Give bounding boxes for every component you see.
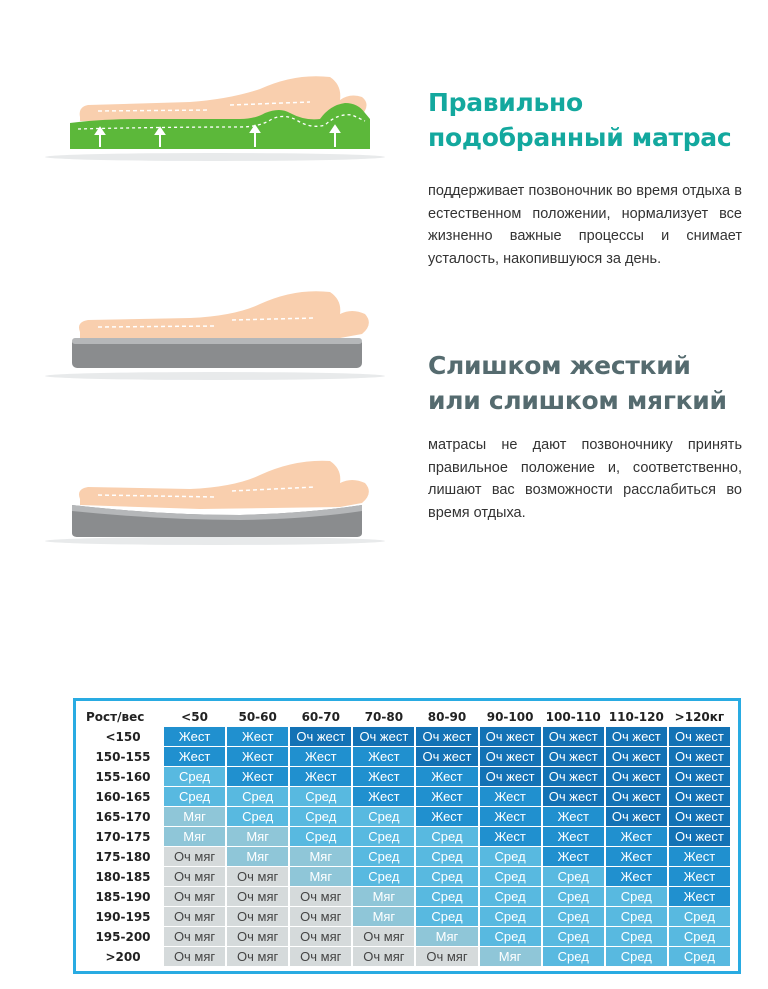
firmness-cell: Сред [543,907,604,926]
firmness-cell: Жест [353,767,414,786]
firmness-cell: Мяг [480,947,541,966]
firmness-cell: Мяг [164,807,225,826]
column-header: >120кг [674,710,725,724]
firmness-cell: Сред [669,927,730,946]
firmness-cell: Мяг [353,887,414,906]
firmness-cell: Мяг [227,827,288,846]
firmness-cell: Сред [290,827,351,846]
row-header: 175-180 [95,849,151,864]
firmness-cell: Оч мяг [353,927,414,946]
row-header: 195-200 [95,929,151,944]
firmness-cell: Сред [480,867,541,886]
firmness-cell: Оч мяг [227,947,288,966]
firmness-cell: Жест [606,867,667,886]
firmness-cell: Сред [416,907,477,926]
firmness-cell: Оч жест [480,727,541,746]
row-header: 160-165 [95,789,151,804]
firmness-cell: Сред [543,867,604,886]
firmness-cell: Сред [353,807,414,826]
firmness-cell: Оч мяг [164,887,225,906]
row-header: >200 [105,949,141,964]
firmness-cell: Сред [606,947,667,966]
firmness-cell: Жест [669,847,730,866]
firmness-cell: Жест [480,787,541,806]
firmness-cell: Сред [290,807,351,826]
row-header: 190-195 [95,909,151,924]
firmness-cell: Оч мяг [164,947,225,966]
firmness-cell: Жест [227,727,288,746]
firmness-cell: Оч жест [669,807,730,826]
firmness-cell: Жест [416,807,477,826]
firmness-cell: Жест [164,747,225,766]
firmness-cell: Жест [669,867,730,886]
firmness-cell: Жест [543,847,604,866]
mattress-shadow [45,153,385,161]
table-body [84,727,730,966]
wrong-mattress-heading [428,348,758,418]
mattress-shadow [45,537,385,545]
firmness-cell: Сред [606,887,667,906]
firmness-table [82,707,732,967]
heading-line-1: Слишком жесткий [428,351,691,380]
firmness-cell: Жест [480,827,541,846]
firmness-cell: Жест [227,747,288,766]
firmness-cell: Оч жест [543,747,604,766]
firmness-cell: Оч мяг [290,927,351,946]
firmness-table-frame [73,698,741,974]
firmness-cell: Жест [606,847,667,866]
row-header: 180-185 [95,869,151,884]
firmness-cell: Сред [416,867,477,886]
correct-mattress-illustration [40,55,390,175]
table-row [84,927,730,946]
firmness-cell: Сред [227,807,288,826]
firmness-cell: Сред [669,947,730,966]
firmness-cell: Оч мяг [290,907,351,926]
firmness-cell: Сред [543,887,604,906]
mattress-shadow [45,372,385,380]
firmness-cell: Оч жест [669,747,730,766]
firmness-cell: Оч жест [543,727,604,746]
table-row [84,787,730,806]
firmness-cell: Сред [669,907,730,926]
firmness-cell: Сред [164,787,225,806]
firmness-cell: Сред [416,847,477,866]
firmness-cell: Жест [543,807,604,826]
firmness-cell: Оч мяг [164,847,225,866]
column-header: <50 [181,710,208,724]
firmness-cell: Оч мяг [227,867,288,886]
column-header: 100-110 [545,710,601,724]
firmness-cell: Оч жест [606,807,667,826]
firmness-cell: Мяг [353,907,414,926]
firmness-cell: Оч жест [606,727,667,746]
heading-line-1: Правильно [428,88,583,117]
firmness-cell: Сред [353,867,414,886]
table-row [84,947,730,966]
firmness-cell: Сред [606,927,667,946]
heading-line-2: или слишком мягкий [428,386,727,415]
firmness-cell: Жест [353,787,414,806]
firmness-cell: Оч жест [416,747,477,766]
firmness-cell: Жест [606,827,667,846]
sagging-gray-mattress [72,505,362,537]
column-header: 90-100 [486,710,534,724]
firmness-cell: Оч жест [669,787,730,806]
firmness-cell: Оч мяг [164,867,225,886]
lying-person-figure [79,461,369,509]
firmness-cell: Жест [543,827,604,846]
table-header [84,708,730,726]
firmness-cell: Оч жест [543,767,604,786]
heading-line-2: подобранный матрас [428,123,732,152]
row-header: 185-190 [95,889,151,904]
firmness-cell: Жест [227,767,288,786]
column-header: 80-90 [427,710,467,724]
firmness-cell: Оч мяг [164,907,225,926]
firmness-cell: Жест [416,767,477,786]
firmness-cell: Жест [353,747,414,766]
firmness-cell: Сред [290,787,351,806]
firmness-cell: Оч жест [669,727,730,746]
hard-mattress-illustration [40,270,390,390]
table-row [84,767,730,786]
firmness-cell: Мяг [164,827,225,846]
firmness-cell: Оч жест [416,727,477,746]
header-row [84,708,730,726]
correct-mattress-heading [428,85,758,155]
wrong-mattress-text: матрасы не дают позвоночнику принять правильное положение и, соответственно, лишают вас возможности расслабиться во время отдыха. [428,437,742,521]
table-row [84,747,730,766]
firmness-cell: Оч мяг [227,907,288,926]
table-row [84,827,730,846]
firmness-cell: Оч жест [290,727,351,746]
row-header: 165-170 [95,809,151,824]
firmness-cell: Жест [480,807,541,826]
firmness-cell: Сред [353,827,414,846]
row-header: <150 [105,729,141,744]
table-row [84,907,730,926]
firmness-cell: Оч мяг [227,927,288,946]
firmness-cell: Оч жест [669,767,730,786]
firmness-cell: Сред [480,907,541,926]
firmness-cell: Сред [227,787,288,806]
gray-mattress [72,338,362,368]
firmness-cell: Сред [606,907,667,926]
firmness-cell: Оч жест [606,787,667,806]
firmness-cell: Жест [669,887,730,906]
firmness-cell: Жест [290,767,351,786]
firmness-cell: Оч мяг [227,887,288,906]
row-header: 170-175 [95,829,151,844]
table-row [84,867,730,886]
firmness-cell: Оч жест [669,827,730,846]
column-header: 60-70 [301,710,340,724]
firmness-cell: Жест [164,727,225,746]
firmness-cell: Сред [480,887,541,906]
soft-mattress-illustration [40,435,390,555]
firmness-cell: Мяг [416,927,477,946]
correct-mattress-text: поддерживает позвоночник во время отдыха в естественном положении, нормализует все жизненно важные процессы и снимает усталость, накопившуюся за день. [428,183,742,267]
firmness-cell: Оч мяг [290,887,351,906]
lying-person-figure [80,76,367,121]
firmness-cell: Жест [290,747,351,766]
firmness-cell: Оч жест [543,787,604,806]
firmness-cell: Сред [353,847,414,866]
firmness-cell: Оч жест [480,747,541,766]
firmness-cell: Оч жест [606,767,667,786]
firmness-cell: Сред [543,927,604,946]
firmness-cell: Сред [416,827,477,846]
row-header: 155-160 [95,769,151,784]
firmness-cell: Оч жест [606,747,667,766]
row-header: 150-155 [95,749,151,764]
table-row [84,887,730,906]
lying-person-figure [79,291,369,338]
firmness-cell: Оч жест [353,727,414,746]
table-row [84,727,730,746]
firmness-cell: Сред [543,947,604,966]
firmness-cell: Сред [480,927,541,946]
firmness-cell: Мяг [290,847,351,866]
firmness-cell: Сред [164,767,225,786]
table-row [84,807,730,826]
table-row [84,847,730,866]
firmness-cell: Оч мяг [290,947,351,966]
firmness-cell: Оч мяг [416,947,477,966]
column-header: 50-60 [238,710,277,724]
firmness-cell: Мяг [290,867,351,886]
firmness-cell: Сред [480,847,541,866]
corner-label: Рост/вес [86,710,145,724]
firmness-cell: Сред [416,887,477,906]
firmness-cell: Оч мяг [353,947,414,966]
column-header: 110-120 [608,710,664,724]
firmness-cell: Оч жест [480,767,541,786]
firmness-cell: Жест [416,787,477,806]
firmness-cell: Мяг [227,847,288,866]
firmness-cell: Оч мяг [164,927,225,946]
column-header: 70-80 [364,710,404,724]
